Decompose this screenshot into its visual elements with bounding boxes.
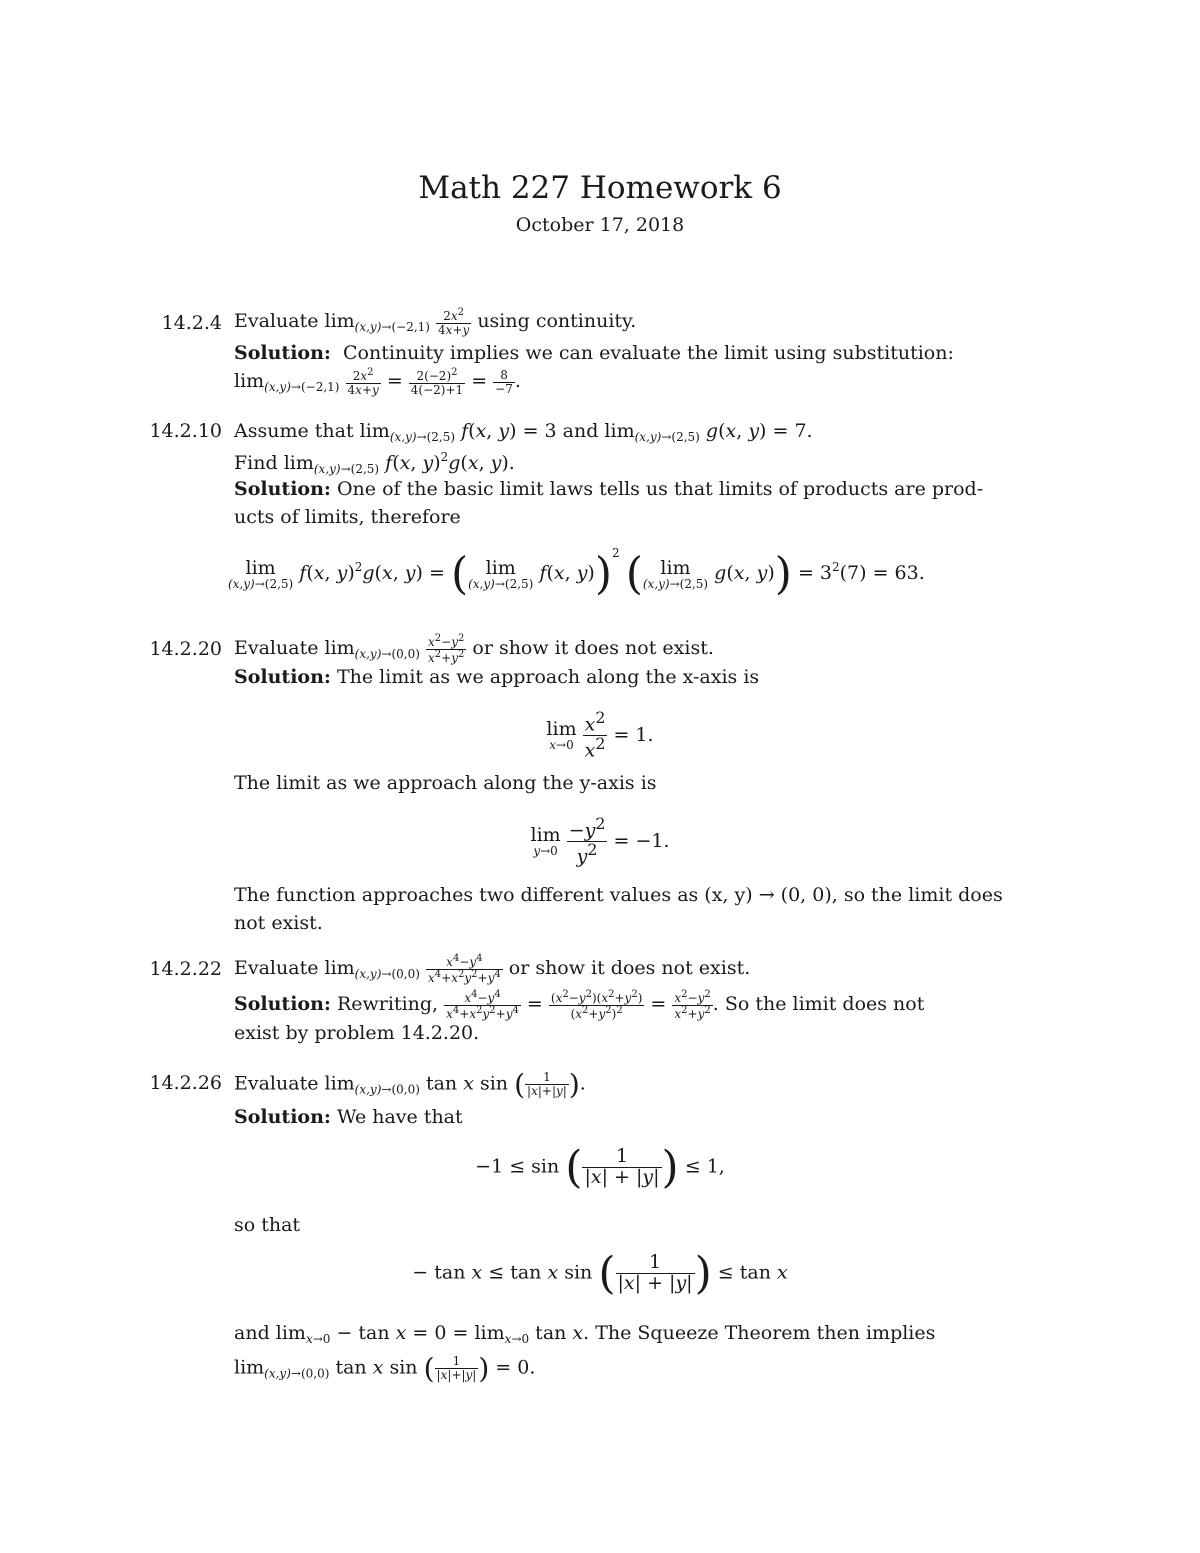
solution-text: Solution: The limit as we approach along the x-axis is — [234, 666, 760, 688]
page-title: Math 227 Homework 6 — [418, 170, 782, 206]
solution-text-2: exist by problem 14.2.20. — [234, 1022, 480, 1044]
solution-text-4: not exist. — [234, 912, 323, 934]
solution-text: Solution: We have that — [234, 1106, 463, 1128]
problem-number: 14.2.26 — [149, 1072, 222, 1094]
problem-statement-2: Find $\lim_{(x,y)\to(2,5)} f(x$, y)$^2$g(x, y). — [234, 450, 515, 476]
solution-result: $\lim_{(x,y)\to(-2,1)}$ $\frac{2x^2}{4x+y}$ = $\frac{2(-2)^2}{4(-2)+1}$ = $\frac{8}{-7}$ . — [234, 367, 521, 397]
display-equation-1: −1 ≤ sin ( $\frac{1}{|x| + |y|}$ ) ≤ 1, — [475, 1142, 725, 1193]
problem-statement: Evaluate $\lim_{(x,y)\to(0,0)} \tan x$ sin ( $\frac{1}{|x|+|y|}$ ). — [234, 1068, 586, 1101]
problem-number: 14.2.20 — [149, 638, 222, 660]
display-equation-2: − tan x ≤ tan x sin ( $\frac{1}{|x| + |y|}$ ) ≤ tan x — [412, 1248, 788, 1299]
page-date: October 17, 2018 — [515, 214, 685, 236]
display-equation: lim (x,y)→(2,5) f(x, y)$^2$g(x, y) = ( lim (x,y)→(2,5) f(x, y))$^2$ ( lim (x,y)→(2,5) g(x, $y)) = 3^2(7) = 63$. — [228, 546, 925, 600]
solution-text-3: The function approaches two different values as (x, y) → (0, 0), so the limit does — [234, 884, 1003, 906]
problem-statement: Evaluate $\lim_{(x,y)\to(0,0)}$ $\frac{x^4-y^4}{x^4+x^2y^2+y^4}$ or show it does not exist. — [234, 953, 751, 985]
problem-statement: Evaluate $\lim_{(x,y)\to(0,0)}$ $\frac{x^2-y^2}{x^2+y^2}$ or show it does not exist. — [234, 633, 714, 665]
display-equation-1: lim x→0 $\frac{x^2}{x^2}$ = 1. — [546, 708, 654, 762]
solution-text-1: Solution: One of the basic limit laws tells us that limits of products are prod- — [234, 478, 984, 500]
problem-statement: Evaluate $\lim_{(x,y)\to(-2,1)}$ $\frac{2x^2}{4x+y}$ using continuity. — [234, 307, 637, 337]
display-equation-2: lim y→0 $\frac{-y^2}{y^2}$ = −1. — [530, 814, 670, 868]
solution-text-3: and $\lim_{x\to 0} - \tan x = 0 = \lim_{x\to 0} \tan x$. The Squeeze Theorem then implies — [234, 1322, 936, 1346]
problem-number: 14.2.4 — [161, 312, 222, 334]
solution-text-2: so that — [234, 1214, 301, 1236]
solution-text-2: The limit as we approach along the y-axis is — [234, 772, 657, 794]
problem-number: 14.2.22 — [149, 958, 222, 980]
problem-statement-1: Assume that $\lim_{(x,y)\to(2,5)} f(x$, y) = 3 and $\lim_{(x,y)\to(2,5)} g(x$, y) = 7. — [234, 420, 813, 444]
solution-text: Solution: Continuity implies we can evaluate the limit using substitution: — [234, 342, 954, 364]
solution-text-2: ucts of limits, therefore — [234, 506, 461, 528]
problem-number: 14.2.10 — [149, 420, 222, 442]
solution-text-4: $\lim_{(x,y)\to(0,0)} \tan x$ sin ( $\frac{1}{|x|+|y|}$ ) = 0. — [234, 1352, 536, 1385]
solution-text: Solution: Rewriting, $\frac{x^4-y^4}{x^4+x^2y^2+y^4}$ = $\frac{(x^2-y^2)(x^2+y^2)}{(x^2+y^2)^2}$ = $\frac{x^2-y^2}{x^2+y^2}$ . So the limit does not — [234, 989, 925, 1021]
